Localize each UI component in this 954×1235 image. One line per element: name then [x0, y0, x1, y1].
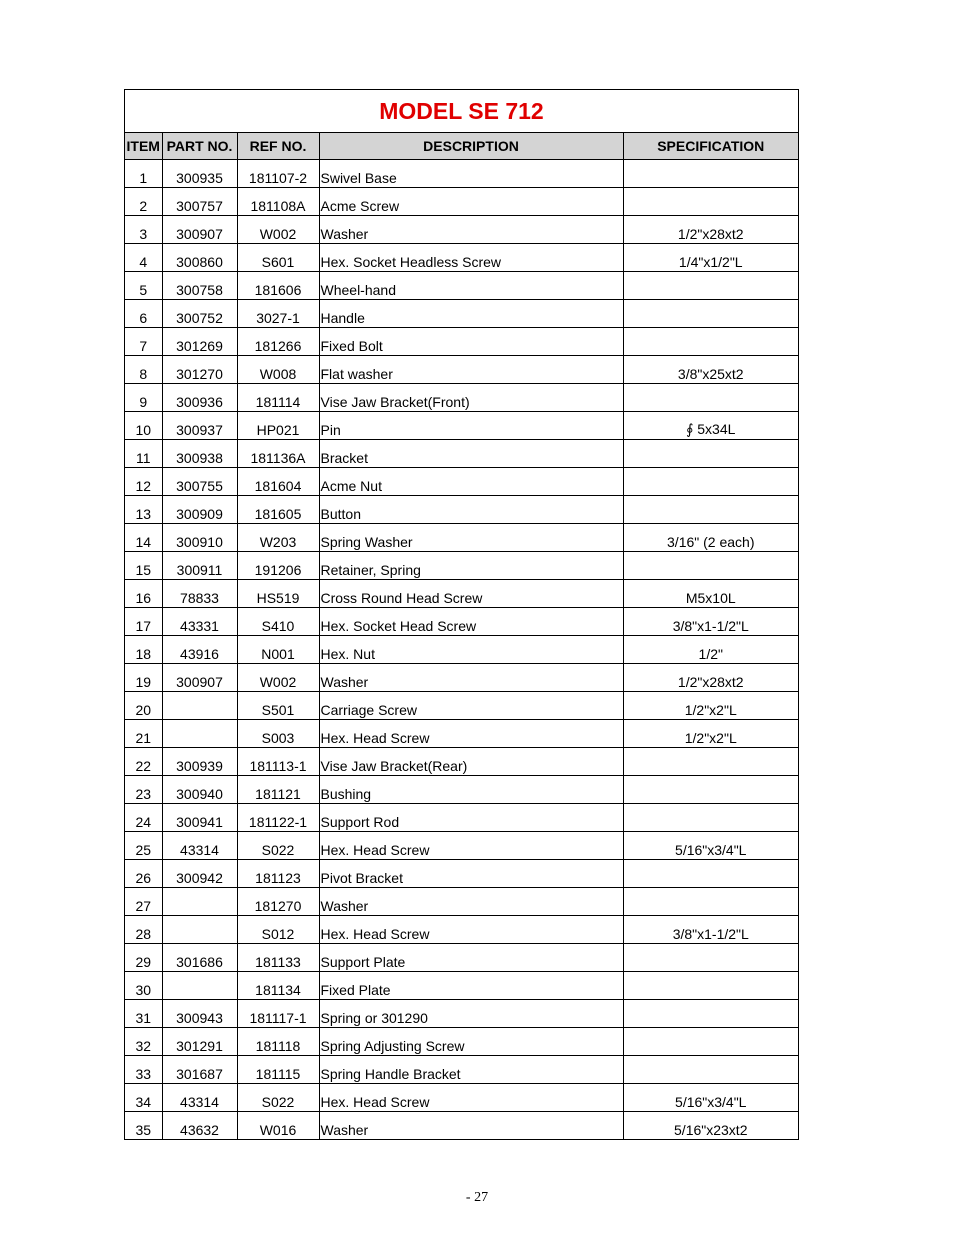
description-cell: Swivel Base [319, 160, 623, 188]
table-row [125, 1056, 798, 1084]
col-header-part-no: PART NO. [162, 133, 237, 160]
ref-no-cell: 181122-1 [237, 804, 319, 832]
description-cell: Retainer, Spring [319, 552, 623, 580]
ref-no-cell: W002 [237, 664, 319, 692]
description-cell: Bushing [319, 776, 623, 804]
specification-cell: 1/2"x28xt2 [623, 664, 798, 692]
item-cell: 14 [125, 524, 162, 552]
part-no-cell: 300938 [162, 440, 237, 468]
table-row [125, 1112, 798, 1140]
part-no-cell: 78833 [162, 580, 237, 608]
item-cell: 3 [125, 216, 162, 244]
specification-cell [623, 804, 798, 832]
table-row [125, 160, 798, 188]
specification-cell: 3/8"x25xt2 [623, 356, 798, 384]
part-no-cell [162, 720, 237, 748]
description-cell: Hex. Head Screw [319, 720, 623, 748]
table-row [125, 468, 798, 496]
description-cell: Vise Jaw Bracket(Front) [319, 384, 623, 412]
specification-cell [623, 440, 798, 468]
item-cell: 28 [125, 916, 162, 944]
description-cell: Spring or 301290 [319, 1000, 623, 1028]
description-cell: Washer [319, 664, 623, 692]
item-cell: 22 [125, 748, 162, 776]
item-cell: 16 [125, 580, 162, 608]
description-cell: Spring Adjusting Screw [319, 1028, 623, 1056]
item-cell: 18 [125, 636, 162, 664]
description-cell: Washer [319, 888, 623, 916]
table-row [125, 916, 798, 944]
description-cell: Bracket [319, 440, 623, 468]
description-cell: Vise Jaw Bracket(Rear) [319, 748, 623, 776]
specification-cell: M5x10L [623, 580, 798, 608]
table-row [125, 552, 798, 580]
ref-no-cell: 3027-1 [237, 300, 319, 328]
description-cell: Hex. Head Screw [319, 1084, 623, 1112]
header-row [125, 133, 798, 160]
ref-no-cell: S601 [237, 244, 319, 272]
description-cell: Fixed Plate [319, 972, 623, 1000]
part-no-cell: 301686 [162, 944, 237, 972]
part-no-cell [162, 972, 237, 1000]
specification-cell [623, 384, 798, 412]
description-cell: Fixed Bolt [319, 328, 623, 356]
description-cell: Washer [319, 1112, 623, 1140]
part-no-cell: 43314 [162, 1084, 237, 1112]
table-row [125, 720, 798, 748]
specification-cell [623, 1028, 798, 1056]
ref-no-cell: 181107-2 [237, 160, 319, 188]
description-cell: Hex. Socket Head Screw [319, 608, 623, 636]
ref-no-cell: 181266 [237, 328, 319, 356]
table-row [125, 580, 798, 608]
part-no-cell: 300757 [162, 188, 237, 216]
table-row [125, 384, 798, 412]
specification-cell: 1/4"x1/2"L [623, 244, 798, 272]
table-row [125, 804, 798, 832]
specification-cell [623, 888, 798, 916]
part-no-cell: 300909 [162, 496, 237, 524]
specification-cell: 1/2"x2"L [623, 692, 798, 720]
table-row [125, 664, 798, 692]
table-row [125, 412, 798, 440]
ref-no-cell: W008 [237, 356, 319, 384]
item-cell: 23 [125, 776, 162, 804]
specification-cell [623, 468, 798, 496]
ref-no-cell: S022 [237, 1084, 319, 1112]
part-no-cell: 43331 [162, 608, 237, 636]
ref-no-cell: 181108A [237, 188, 319, 216]
description-cell: Carriage Screw [319, 692, 623, 720]
specification-cell [623, 300, 798, 328]
description-cell: Flat washer [319, 356, 623, 384]
specification-cell: ∮ 5x34L [623, 412, 798, 440]
table-row [125, 1028, 798, 1056]
ref-no-cell: 191206 [237, 552, 319, 580]
part-no-cell: 301291 [162, 1028, 237, 1056]
table-row [125, 888, 798, 916]
part-no-cell: 300907 [162, 216, 237, 244]
ref-no-cell: N001 [237, 636, 319, 664]
part-no-cell: 300755 [162, 468, 237, 496]
table-row [125, 244, 798, 272]
ref-no-cell: W203 [237, 524, 319, 552]
table-row [125, 860, 798, 888]
item-cell: 13 [125, 496, 162, 524]
ref-no-cell: 181270 [237, 888, 319, 916]
col-header-description: DESCRIPTION [319, 133, 623, 160]
description-cell: Acme Nut [319, 468, 623, 496]
part-no-cell: 43314 [162, 832, 237, 860]
item-cell: 33 [125, 1056, 162, 1084]
ref-no-cell: 181136A [237, 440, 319, 468]
item-cell: 19 [125, 664, 162, 692]
part-no-cell: 301269 [162, 328, 237, 356]
col-header-ref-no: REF NO. [237, 133, 319, 160]
description-cell: Spring Handle Bracket [319, 1056, 623, 1084]
item-cell: 2 [125, 188, 162, 216]
specification-cell: 3/8"x1-1/2"L [623, 916, 798, 944]
ref-no-cell: HS519 [237, 580, 319, 608]
description-cell: Washer [319, 216, 623, 244]
ref-no-cell: S012 [237, 916, 319, 944]
item-cell: 9 [125, 384, 162, 412]
ref-no-cell: 181606 [237, 272, 319, 300]
description-cell: Handle [319, 300, 623, 328]
specification-cell: 1/2"x2"L [623, 720, 798, 748]
item-cell: 20 [125, 692, 162, 720]
col-header-item: ITEM [125, 133, 162, 160]
parts-rows [125, 160, 798, 1140]
item-cell: 15 [125, 552, 162, 580]
description-cell: Hex. Head Screw [319, 916, 623, 944]
ref-no-cell: S022 [237, 832, 319, 860]
part-no-cell: 43632 [162, 1112, 237, 1140]
part-no-cell [162, 916, 237, 944]
item-cell: 1 [125, 160, 162, 188]
specification-cell: 1/2" [623, 636, 798, 664]
item-cell: 25 [125, 832, 162, 860]
item-cell: 8 [125, 356, 162, 384]
title-row [125, 90, 798, 133]
description-cell: Support Rod [319, 804, 623, 832]
item-cell: 10 [125, 412, 162, 440]
part-no-cell: 300907 [162, 664, 237, 692]
specification-cell [623, 944, 798, 972]
parts-list-sheet [124, 89, 799, 1140]
specification-cell [623, 160, 798, 188]
specification-cell: 5/16"x3/4"L [623, 1084, 798, 1112]
description-cell: Hex. Socket Headless Screw [319, 244, 623, 272]
item-cell: 5 [125, 272, 162, 300]
table-row [125, 272, 798, 300]
table-row [125, 944, 798, 972]
ref-no-cell: S410 [237, 608, 319, 636]
description-cell: Pin [319, 412, 623, 440]
item-cell: 35 [125, 1112, 162, 1140]
table-row [125, 636, 798, 664]
table-row [125, 1084, 798, 1112]
part-no-cell: 301270 [162, 356, 237, 384]
ref-no-cell: HP021 [237, 412, 319, 440]
table-row [125, 692, 798, 720]
ref-no-cell: 181604 [237, 468, 319, 496]
page-number: - 27 [465, 1190, 489, 1205]
table-row [125, 972, 798, 1000]
item-cell: 24 [125, 804, 162, 832]
ref-no-cell: 181134 [237, 972, 319, 1000]
specification-cell: 5/16"x23xt2 [674, 1122, 748, 1138]
table-row [125, 440, 798, 468]
ref-no-cell: W016 [237, 1112, 319, 1140]
ref-no-cell: 181121 [237, 776, 319, 804]
ref-no-cell: S003 [237, 720, 319, 748]
part-no-cell: 300940 [162, 776, 237, 804]
table-row [125, 832, 798, 860]
part-no-cell: 300939 [162, 748, 237, 776]
table-row [125, 216, 798, 244]
specification-cell: 3/16" (2 each) [623, 524, 798, 552]
specification-cell: 3/8"x1-1/2"L [623, 608, 798, 636]
part-no-cell: 300758 [162, 272, 237, 300]
part-no-cell: 300752 [162, 300, 237, 328]
specification-cell [623, 748, 798, 776]
item-cell: 12 [125, 468, 162, 496]
table-row [125, 776, 798, 804]
item-cell: 29 [125, 944, 162, 972]
part-no-cell [162, 888, 237, 916]
ref-no-cell: 181114 [237, 384, 319, 412]
ref-no-cell: 181115 [237, 1056, 319, 1084]
item-cell: 26 [125, 860, 162, 888]
item-cell: 27 [125, 888, 162, 916]
ref-no-cell: 181605 [237, 496, 319, 524]
parts-table [125, 133, 798, 1139]
part-no-cell: 300936 [162, 384, 237, 412]
item-cell: 30 [125, 972, 162, 1000]
item-cell: 17 [125, 608, 162, 636]
description-cell: Support Plate [319, 944, 623, 972]
ref-no-cell: 181123 [237, 860, 319, 888]
item-cell: 34 [125, 1084, 162, 1112]
description-cell: Cross Round Head Screw [319, 580, 623, 608]
part-no-cell: 300860 [162, 244, 237, 272]
item-cell: 32 [125, 1028, 162, 1056]
part-no-cell: 43916 [162, 636, 237, 664]
item-cell: 21 [125, 720, 162, 748]
ref-no-cell: 181117-1 [237, 1000, 319, 1028]
description-cell: Spring Washer [319, 524, 623, 552]
part-no-cell: 300910 [162, 524, 237, 552]
specification-cell [623, 1056, 798, 1084]
part-no-cell: 300911 [162, 552, 237, 580]
description-cell: Acme Screw [319, 188, 623, 216]
table-row [125, 328, 798, 356]
description-cell: Hex. Nut [319, 636, 623, 664]
ref-no-cell: 181113-1 [237, 748, 319, 776]
ref-no-cell: 181133 [237, 944, 319, 972]
description-cell: Hex. Head Screw [319, 832, 623, 860]
specification-cell [623, 776, 798, 804]
specification-cell [623, 1000, 798, 1028]
item-cell: 11 [125, 440, 162, 468]
specification-cell [623, 188, 798, 216]
item-cell: 31 [125, 1000, 162, 1028]
description-cell: Button [319, 496, 623, 524]
table-row [125, 188, 798, 216]
specification-cell: 5/16"x3/4"L [623, 832, 798, 860]
specification-cell [623, 552, 798, 580]
col-header-specification: SPECIFICATION [623, 133, 798, 160]
item-cell: 6 [125, 300, 162, 328]
table-row [125, 496, 798, 524]
specification-cell: 1/2"x28xt2 [623, 216, 798, 244]
ref-no-cell: W002 [237, 216, 319, 244]
table-row [125, 356, 798, 384]
specification-cell [623, 972, 798, 1000]
ref-no-cell: 181118 [237, 1028, 319, 1056]
item-cell: 7 [125, 328, 162, 356]
table-row [125, 300, 798, 328]
table-row [125, 608, 798, 636]
description-cell: Wheel-hand [319, 272, 623, 300]
specification-cell [623, 860, 798, 888]
part-no-cell: 301687 [162, 1056, 237, 1084]
specification-cell [623, 328, 798, 356]
part-no-cell: 300942 [162, 860, 237, 888]
part-no-cell: 300935 [162, 160, 237, 188]
table-row [125, 748, 798, 776]
specification-cell [623, 496, 798, 524]
part-no-cell: 300937 [162, 412, 237, 440]
table-row [125, 1000, 798, 1028]
model-title: MODEL SE 712 [379, 97, 544, 124]
item-cell: 4 [125, 244, 162, 272]
description-cell: Pivot Bracket [319, 860, 623, 888]
part-no-cell [162, 692, 237, 720]
table-row [125, 524, 798, 552]
ref-no-cell: S501 [237, 692, 319, 720]
part-no-cell: 300943 [162, 1000, 237, 1028]
part-no-cell: 300941 [162, 804, 237, 832]
specification-cell [623, 272, 798, 300]
